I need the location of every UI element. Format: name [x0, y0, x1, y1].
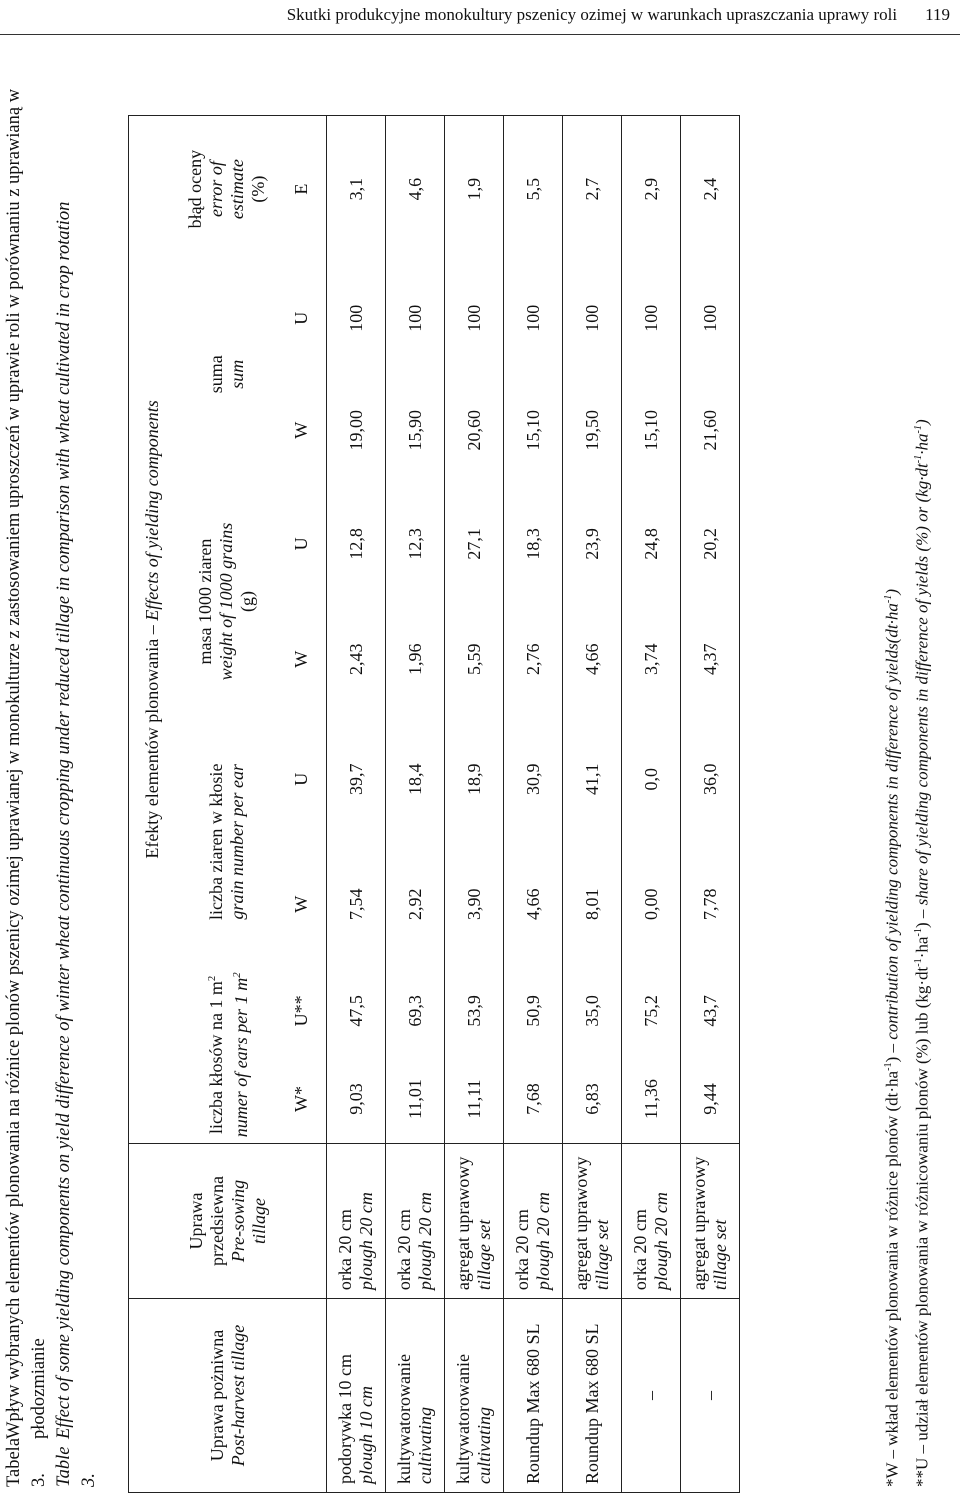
table-row [445, 116, 504, 1493]
cell-sum-u: 100 [563, 262, 622, 374]
pre-en: tillage set [474, 1219, 494, 1291]
cell-sum-u: 100 [622, 262, 681, 374]
header-error-pl: błąd oceny [184, 149, 205, 229]
header-group-en: Effects of yielding components [142, 400, 163, 621]
running-header-title: Skutki produkcyjne monokultury pszenicy ozimej w warunkach upraszczania uprawy roli [286, 5, 898, 24]
cell-error: 1,9 [445, 116, 504, 263]
header-post-harvest-pl: Uprawa pożniwna [206, 1329, 227, 1462]
cell-pre-sowing [622, 1143, 681, 1298]
fn-w-c: contribution of yielding components in difference of yields(dt·ha [882, 603, 902, 1040]
header-pre-sowing-en1: Pre-sowing [227, 1179, 248, 1263]
cell-tkw-u: 24,8 [622, 486, 681, 601]
cell-sum-u: 100 [386, 262, 445, 374]
header-ears-pl: liczba kłosów na 1 m [205, 981, 226, 1135]
header-grains-pl: liczba ziaren w kłosie [205, 763, 226, 920]
header-sum-pl: suma [205, 355, 226, 394]
header-ears-en-sup: 2 [230, 972, 243, 978]
post-pl: kultywatorowanie [394, 1354, 414, 1484]
fn-u-a: **U – udział elementów plonowania w różnicowaniu plonów (%) lub (kg·dt [912, 966, 932, 1487]
cell-tkw-u: 23,9 [563, 486, 622, 601]
fn-exp: -1 [912, 958, 924, 967]
header-ears-sup: 2 [205, 975, 218, 982]
cell-grains-u: 18,9 [445, 717, 504, 842]
post-pl: podorywka 10 cm [335, 1354, 355, 1484]
fn-u-c: ) – [912, 905, 932, 929]
cell-sum-u: 100 [445, 262, 504, 374]
pre-en: plough 20 cm [356, 1192, 376, 1291]
header-sum [177, 262, 277, 486]
cell-grains-u: 39,7 [327, 717, 386, 842]
cell-grains-u: 41,1 [563, 717, 622, 842]
fn-u-b: ·ha [912, 936, 932, 959]
header-group [129, 116, 177, 1144]
header-tkw-en: weight of 1000 grains [216, 522, 236, 681]
cell-post-harvest [622, 1299, 681, 1493]
cell-post-harvest [504, 1299, 563, 1493]
table-row [563, 116, 622, 1493]
header-pre-sowing [129, 1143, 327, 1298]
cell-tkw-u: 12,3 [386, 486, 445, 601]
data-table [128, 115, 740, 1493]
cell-sum-w: 21,60 [681, 374, 740, 486]
fn-exp: -1 [883, 1062, 894, 1071]
cell-tkw-u: 12,8 [327, 486, 386, 601]
header-w: W [277, 374, 327, 486]
cell-grains-w: 4,66 [504, 842, 563, 967]
cell-sum-w: 15,10 [504, 374, 563, 486]
cell-ears-u: 35,0 [563, 967, 622, 1055]
cell-grains-u: 0,0 [622, 717, 681, 842]
pre-pl: orka 20 cm [394, 1209, 414, 1291]
cell-ears-w: 11,11 [445, 1055, 504, 1143]
header-u: U [277, 262, 327, 374]
cell-tkw-w: 2,76 [504, 602, 563, 717]
fn-w-d: ) [882, 589, 902, 595]
cell-ears-u: 47,5 [327, 967, 386, 1055]
header-error-unit: (%) [247, 175, 268, 203]
caption-en [52, 47, 102, 1487]
cell-error: 5,5 [504, 116, 563, 263]
caption-en-text: Effect of some yielding components on yield difference of winter wheat continuous cropping under reduced tillage in comparison with wheat cultivated in crop rotation [54, 201, 74, 1439]
fn-exp: -1 [912, 454, 924, 464]
post-pl: Roundup Max 680 SL [522, 1323, 543, 1484]
caption-en-label: Table 3. [54, 1446, 99, 1487]
fn-exp: -1 [912, 928, 924, 937]
cell-grains-w: 8,01 [563, 842, 622, 967]
post-en: cultivating [415, 1407, 435, 1484]
cell-tkw-w: 2,43 [327, 602, 386, 717]
header-w: W [277, 602, 327, 717]
header-w: W [277, 842, 327, 967]
cell-ears-w: 6,83 [563, 1055, 622, 1143]
header-error-en1: error of [205, 161, 226, 218]
header-post-harvest [129, 1299, 327, 1493]
cell-grains-u: 30,9 [504, 717, 563, 842]
cell-post-harvest [445, 1299, 504, 1493]
header-pre-sowing-en2: tillage [248, 1198, 269, 1245]
cell-error: 2,9 [622, 116, 681, 263]
header-tkw [177, 486, 277, 717]
header-pre-sowing-pl2: przedsiewna [206, 1176, 227, 1266]
cell-tkw-u: 18,3 [504, 486, 563, 601]
header-tkw-unit: (g) [237, 591, 257, 613]
cell-sum-w: 15,90 [386, 374, 445, 486]
pre-en: plough 20 cm [533, 1192, 553, 1291]
table-row [386, 116, 445, 1493]
cell-grains-w: 0,00 [622, 842, 681, 967]
cell-post-harvest [563, 1299, 622, 1493]
header-error-en2: estimate [226, 159, 247, 220]
fn-u-d: share of yielding components in difference of yields (%) or (kg·dt [912, 463, 932, 906]
header-w-star: W* [277, 1055, 327, 1143]
cell-grains-u: 36,0 [681, 717, 740, 842]
header-u: U [277, 717, 327, 842]
pre-pl: orka 20 cm [512, 1209, 532, 1291]
cell-ears-u: 69,3 [386, 967, 445, 1055]
footnote-u [906, 47, 936, 1487]
cell-error: 2,4 [681, 116, 740, 263]
cell-grains-u: 18,4 [386, 717, 445, 842]
pre-pl: agregat uprawowy [689, 1156, 709, 1291]
header-grains [177, 717, 277, 967]
header-u-star: U** [277, 967, 327, 1055]
page-number: 119 [925, 5, 950, 24]
cell-sum-u: 100 [504, 262, 563, 374]
pre-en: tillage set [592, 1219, 612, 1291]
pre-pl: agregat uprawowy [571, 1156, 591, 1291]
header-group-pl: Efekty elementów plonowania – [142, 620, 163, 859]
caption-pl-text: Wpływ wybranych elementów plonowania na różnice plonów pszenicy ozimej uprawianej w monokulturze z zastosowaniem uproszczeń w uprawie roli w porównaniu z uprawianą w płodozmianie [4, 88, 49, 1439]
cell-sum-w: 19,50 [563, 374, 622, 486]
cell-grains-w: 2,92 [386, 842, 445, 967]
pre-pl: orka 20 cm [335, 1209, 355, 1291]
cell-ears-w: 9,44 [681, 1055, 740, 1143]
caption-pl-label: Tabela 3. [4, 1437, 49, 1487]
cell-tkw-w: 4,66 [563, 602, 622, 717]
cell-pre-sowing [681, 1143, 740, 1298]
header-grains-en: grain number per ear [226, 764, 247, 920]
post-pl: kultywatorowanie [453, 1354, 473, 1484]
header-ears-en: numer of ears per 1 m [230, 977, 251, 1138]
cell-sum-u: 100 [327, 262, 386, 374]
header-error [177, 116, 277, 263]
cell-pre-sowing [386, 1143, 445, 1298]
cell-tkw-w: 1,96 [386, 602, 445, 717]
footnote-w [876, 47, 906, 1487]
cell-sum-w: 15,10 [622, 374, 681, 486]
fn-u-f: ) [912, 419, 932, 426]
cell-tkw-w: 4,37 [681, 602, 740, 717]
cell-ears-w: 11,01 [386, 1055, 445, 1143]
cell-ears-w: 11,36 [622, 1055, 681, 1143]
pre-en: tillage set [710, 1219, 730, 1291]
cell-ears-w: 7,68 [504, 1055, 563, 1143]
header-e: E [277, 116, 327, 263]
footnotes [876, 47, 935, 1487]
cell-ears-u: 50,9 [504, 967, 563, 1055]
cell-pre-sowing [563, 1143, 622, 1298]
cell-post-harvest [386, 1299, 445, 1493]
fn-w-b: ) – [882, 1039, 902, 1063]
header-pre-sowing-pl1: Uprawa [185, 1192, 206, 1250]
cell-sum-w: 20,60 [445, 374, 504, 486]
cell-post-harvest [327, 1299, 386, 1493]
cell-error: 2,7 [563, 116, 622, 263]
header-u: U [277, 486, 327, 601]
fn-exp: -1 [912, 425, 924, 434]
cell-grains-w: 7,54 [327, 842, 386, 967]
post-pl: Roundup Max 680 SL [581, 1323, 602, 1484]
cell-pre-sowing [327, 1143, 386, 1298]
cell-tkw-w: 3,74 [622, 602, 681, 717]
cell-pre-sowing [445, 1143, 504, 1298]
cell-post-harvest [681, 1299, 740, 1493]
post-pl: – [699, 1391, 720, 1401]
pre-pl: orka 20 cm [630, 1209, 650, 1291]
rotated-content [0, 33, 960, 1493]
table-row [327, 116, 386, 1493]
post-pl: – [640, 1391, 661, 1401]
cell-ears-w: 9,03 [327, 1055, 386, 1143]
post-en: cultivating [474, 1407, 494, 1484]
header-ears [177, 967, 277, 1144]
cell-pre-sowing [504, 1143, 563, 1298]
cell-grains-w: 3,90 [445, 842, 504, 967]
pre-en: plough 20 cm [651, 1192, 671, 1291]
table-caption [2, 47, 102, 1487]
header-sum-en: sum [226, 359, 247, 389]
cell-ears-u: 43,7 [681, 967, 740, 1055]
pre-en: plough 20 cm [415, 1192, 435, 1291]
running-header [60, 2, 950, 28]
cell-ears-u: 53,9 [445, 967, 504, 1055]
fn-w-a: *W – wkład elementów plonowania w różnice plonów (dt·ha [882, 1070, 902, 1487]
table-row [681, 116, 740, 1493]
cell-tkw-u: 27,1 [445, 486, 504, 601]
cell-tkw-u: 20,2 [681, 486, 740, 601]
caption-pl [2, 47, 52, 1487]
cell-tkw-w: 5,59 [445, 602, 504, 717]
fn-exp: -1 [883, 594, 894, 604]
pre-pl: agregat uprawowy [453, 1156, 473, 1291]
table-row [504, 116, 563, 1493]
header-post-harvest-en: Post-harvest tillage [227, 1324, 248, 1467]
post-en: plough 10 cm [356, 1386, 376, 1484]
cell-error: 3,1 [327, 116, 386, 263]
cell-sum-w: 19,00 [327, 374, 386, 486]
header-tkw-pl: masa 1000 ziaren [195, 538, 215, 665]
fn-u-e: ·ha [912, 433, 932, 455]
table-row [622, 116, 681, 1493]
cell-sum-u: 100 [681, 262, 740, 374]
cell-grains-w: 7,78 [681, 842, 740, 967]
cell-ears-u: 75,2 [622, 967, 681, 1055]
cell-error: 4,6 [386, 116, 445, 263]
